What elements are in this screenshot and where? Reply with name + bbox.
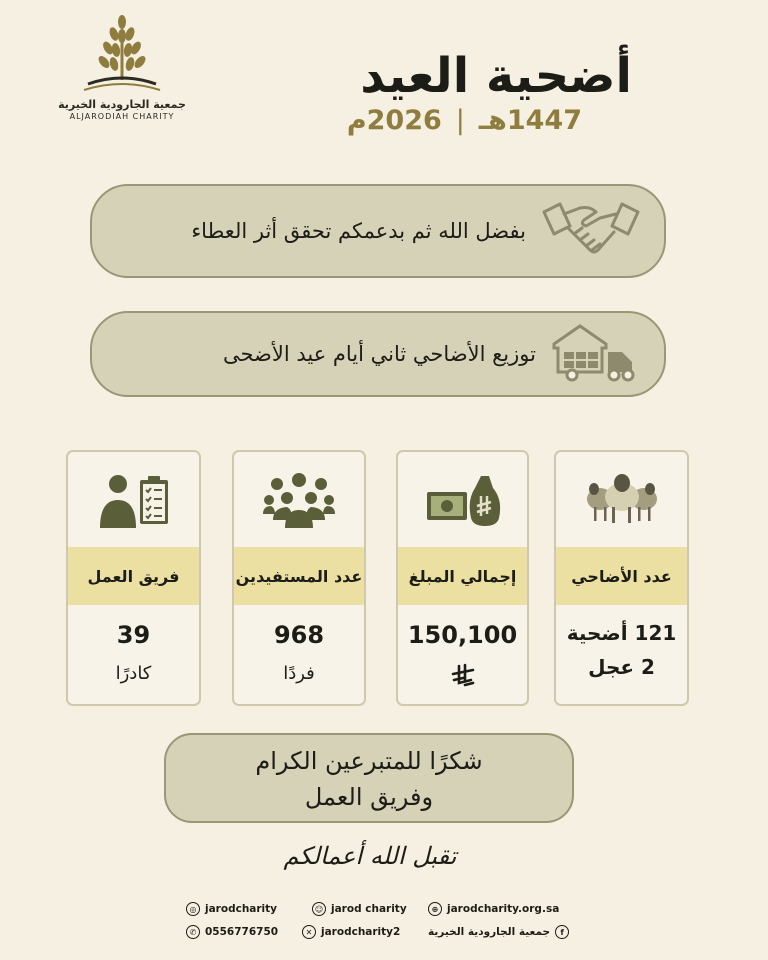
stat-value: 968 — [273, 621, 325, 649]
banner-distribution — [90, 311, 666, 397]
stat-value-calves: 2 عجل — [588, 655, 655, 679]
worker-checklist-icon — [68, 452, 199, 547]
stat-card-beneficiaries — [232, 450, 366, 706]
riyal-symbol-icon — [398, 663, 527, 694]
stat-label: عدد الأضاحي — [556, 547, 687, 605]
stat-value: 39 — [116, 621, 151, 649]
contact-text: جمعية الجارودية الخيرية — [428, 926, 551, 938]
stat-value-sheep: 121 أضحية — [566, 621, 677, 645]
thanks-line-1: شكرًا للمتبرعين الكرام — [255, 747, 483, 775]
facebook-icon: f — [555, 925, 569, 939]
org-name-en: ALJARODIAH CHARITY — [69, 112, 175, 121]
contact-whatsapp[interactable] — [186, 925, 278, 939]
handshake-icon — [540, 194, 642, 268]
stat-card-sacrifices — [554, 450, 689, 706]
contact-instagram[interactable] — [186, 902, 277, 916]
page-title: أضحية العيد — [360, 48, 632, 104]
contact-text: jarodcharity2 — [321, 926, 401, 938]
year-gregorian: 2026م — [346, 105, 442, 136]
stat-label: فريق العمل — [68, 547, 199, 605]
year-separator: | — [455, 105, 465, 136]
contact-text: jarodcharity — [205, 903, 278, 915]
contact-snapchat[interactable] — [312, 902, 407, 916]
stat-value: 150,100 — [407, 621, 518, 649]
stat-card-team — [66, 450, 201, 706]
money-bag-icon — [398, 452, 527, 547]
contact-text: 0556776750 — [205, 926, 279, 938]
banner-text: توزيع الأضاحي ثاني أيام عيد الأضحى — [222, 342, 536, 366]
people-group-icon — [234, 452, 364, 547]
x-icon: ✕ — [302, 925, 316, 939]
stat-unit: كادرًا — [115, 663, 152, 684]
year-line — [347, 105, 582, 136]
wheat-logo-icon — [82, 14, 162, 96]
contact-text: jarodcharity.org.sa — [447, 903, 560, 915]
contact-text: jarod charity — [331, 903, 407, 915]
charity-logo — [52, 14, 192, 121]
stat-unit: فردًا — [283, 663, 315, 684]
year-hijri: 1447هـ — [478, 105, 582, 136]
sheep-icon — [556, 452, 687, 547]
globe-icon: ⊕ — [428, 902, 442, 916]
instagram-icon: ◎ — [186, 902, 200, 916]
prayer-calligraphy: تقبل الله أعمالكم — [283, 842, 457, 870]
thanks-box — [164, 733, 574, 823]
contact-website[interactable] — [428, 902, 559, 916]
stat-label: عدد المستفيدين — [234, 547, 364, 605]
banner-text: بفضل الله ثم بدعمكم تحقق أثر العطاء — [191, 219, 526, 243]
contact-x[interactable] — [302, 925, 400, 939]
stat-card-amount — [396, 450, 529, 706]
delivery-truck-icon — [550, 322, 642, 386]
whatsapp-icon: ✆ — [186, 925, 200, 939]
stat-label: إجمالي المبلغ — [398, 547, 527, 605]
thanks-line-2: وفريق العمل — [304, 783, 434, 811]
banner-thanks-impact — [90, 184, 666, 278]
contact-facebook[interactable] — [428, 925, 569, 939]
org-name-ar: جمعية الجارودية الخيرية — [58, 98, 186, 111]
snapchat-icon: ☺ — [312, 902, 326, 916]
